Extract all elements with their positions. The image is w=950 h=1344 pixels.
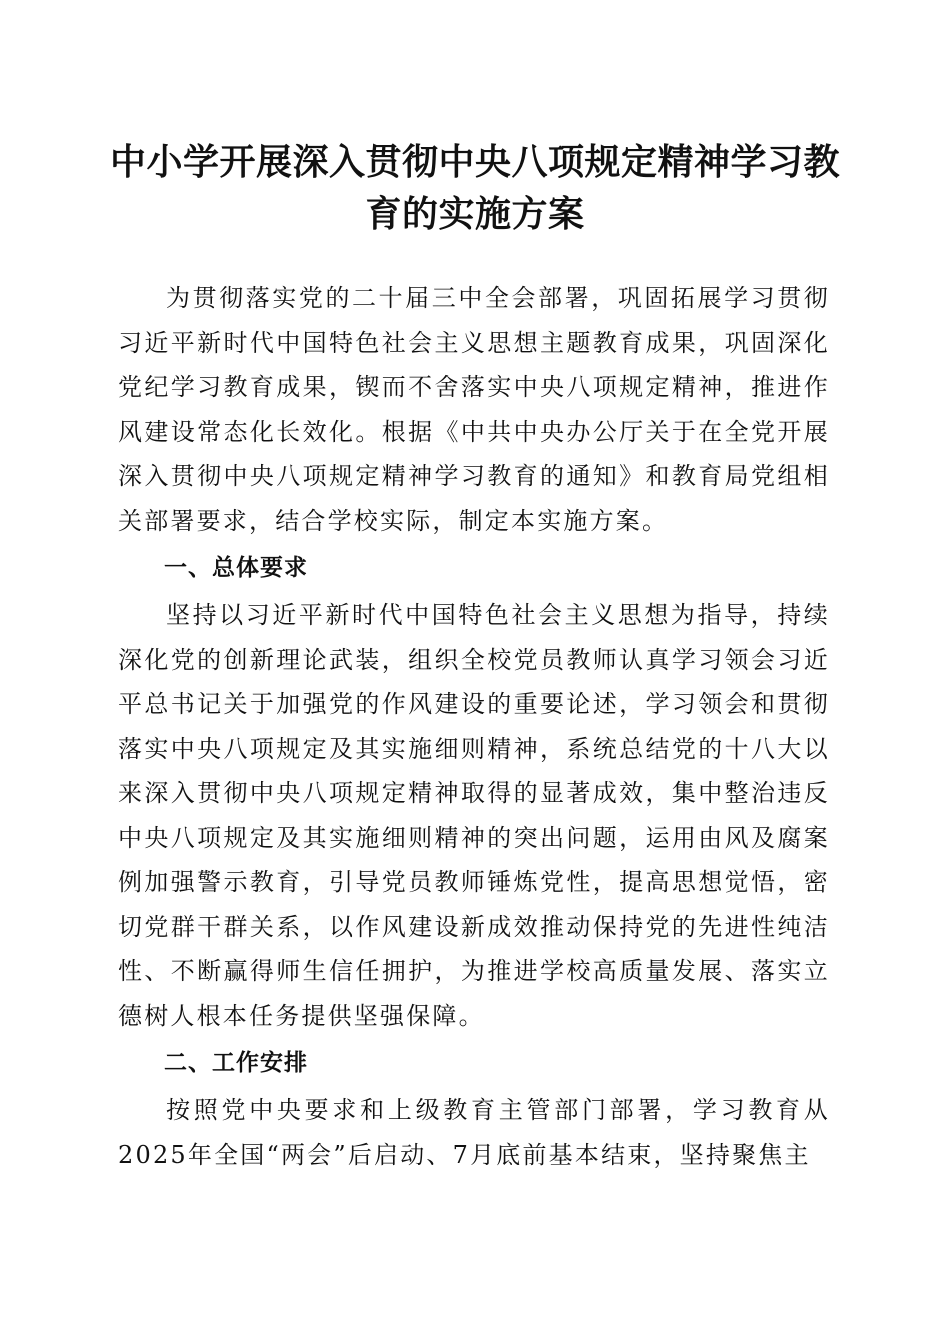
intro-paragraph: 为贯彻落实党的二十届三中全会部署，巩固拓展学习贯彻习近平新时代中国特色社会主义思想主题教育成果，巩固深化党纪学习教育成果，锲而不舍落实中央八项规定精神，推进作风建设常态化长效化。根据《中共中央办公厅关于在全党开展深入贯彻中央八项规定精神学习教育的通知》和教育局党组相关部署要求，结合学校实际，制定本实施方案。 [118,284,830,535]
document-body [118,276,830,1177]
section-heading-work-arrangement: 二、工作安排 [164,1050,308,1076]
section-paragraph-general-requirements: 坚持以习近平新时代中国特色社会主义思想为指导，持续深化党的创新理论武装，组织全校党员教师认真学习领会习近平总书记关于加强党的作风建设的重要论述，学习领会和贯彻落实中央八项规定及其实施细则精神，系统总结党的十八大以来深入贯彻中央八项规定精神取得的显著成效，集中整治违反中央八项规定及其实施细则精神的突出问题，运用由风及腐案例加强警示教育，引导党员教师锤炼党性，提高思想觉悟，密切党群干群关系，以作风建设新成效推动保持党的先进性纯洁性、不断赢得师生信任拥护，为推进学校高质量发展、落实立德树人根本任务提供坚强保障。 [118,601,830,1030]
section-heading-general-requirements: 一、总体要求 [164,555,308,581]
section-paragraph-work-arrangement: 按照党中央要求和上级教育主管部门部署，学习教育从2025年全国“两会”后启动、7月底前基本结束，坚持聚焦主 [118,1096,830,1169]
document-title: 中小学开展深入贯彻中央八项规定精神学习教育的实施方案 [110,141,841,235]
